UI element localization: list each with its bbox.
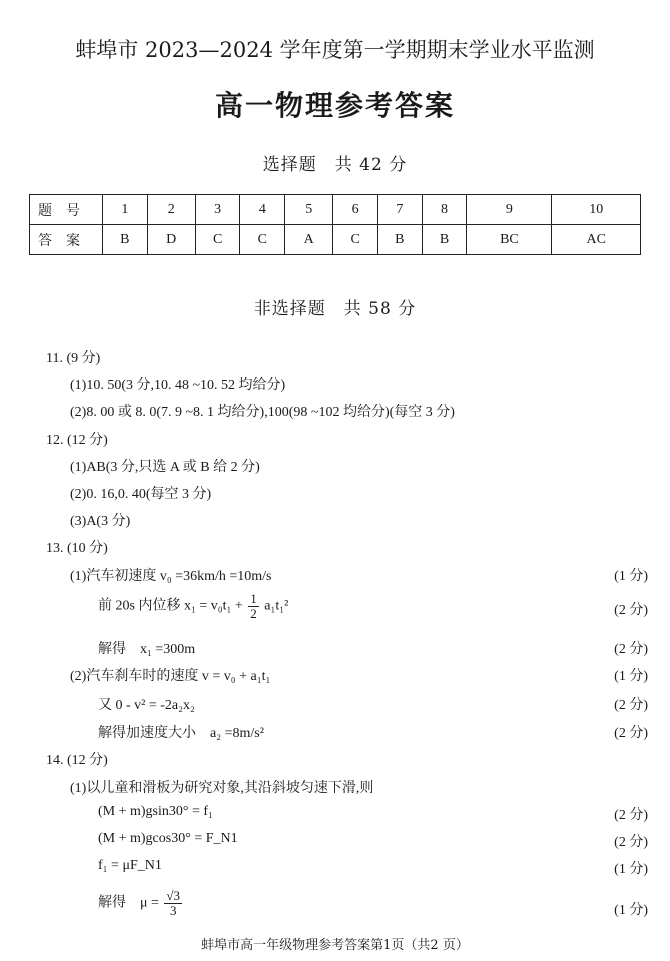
q12-part2: (2)0. 16,0. 40(每空 3 分) <box>70 487 212 502</box>
q13-line4: (2)汽车刹车时的速度 v = v₀ + a₁t₁ <box>70 669 271 684</box>
row-label-number: 题号 <box>30 195 103 225</box>
q13-line5-score: (2 分) <box>614 698 648 713</box>
answer-cell: BC <box>467 225 552 255</box>
q11-heading: 11. (9 分) <box>46 351 101 366</box>
q13-line6: 解得加速度大小 a₂ =8m/s² <box>98 726 264 741</box>
q13-line2-prefix: 前 20s 内位移 x₁ = v₀t₁ + <box>98 598 243 614</box>
question-number: 8 <box>422 195 467 225</box>
q14-line2: (M + m)gsin30° = f₁ <box>98 804 213 819</box>
answer-cell: D <box>147 225 195 255</box>
answer-cell: C <box>333 225 378 255</box>
q14-line1: (1)以儿童和滑板为研究对象,其沿斜坡匀速下滑,则 <box>70 781 374 796</box>
q14-line5 <box>98 889 184 918</box>
q14-line3-score: (2 分) <box>614 835 648 850</box>
q11-part1: (1)10. 50(3 分,10. 48 ~10. 52 均给分) <box>70 378 286 393</box>
answer-cell: B <box>422 225 467 255</box>
answer-cell: A <box>285 225 333 255</box>
q14-line2-score: (2 分) <box>614 808 648 823</box>
q14-line4-score: (1 分) <box>614 862 648 877</box>
question-number: 10 <box>552 195 641 225</box>
q13-line6-score: (2 分) <box>614 726 648 741</box>
question-number: 2 <box>147 195 195 225</box>
non-choice-section-heading: 非选择题 共 58 分 <box>253 299 417 319</box>
question-number: 5 <box>285 195 333 225</box>
half-fraction <box>248 592 259 621</box>
q12-heading: 12. (12 分) <box>46 433 108 448</box>
q13-line1: (1)汽车初速度 v₀ =36km/h =10m/s <box>70 569 272 584</box>
fraction-numerator: 1 <box>250 591 257 606</box>
answer-cell: B <box>103 225 148 255</box>
q13-line2 <box>98 592 288 621</box>
q12-part3: (3)A(3 分) <box>70 514 131 529</box>
q14-line3: (M + m)gcos30° = F_N1 <box>98 831 238 846</box>
answer-table <box>29 194 641 255</box>
fraction-numerator: √3 <box>166 888 181 903</box>
q14-line5-score: (1 分) <box>614 903 648 918</box>
q13-heading: 13. (10 分) <box>46 541 108 556</box>
page-footer: 蚌埠市高一年级物理参考答案第1页（共2 页） <box>201 938 469 953</box>
exam-title: 蚌埠市 2023—2024 学年度第一学期期末学业水平监测 <box>75 38 595 62</box>
question-number: 1 <box>103 195 148 225</box>
question-number: 4 <box>240 195 285 225</box>
fraction-denominator: 3 <box>169 903 177 918</box>
q13-line2-score: (2 分) <box>614 603 648 618</box>
question-number: 3 <box>195 195 240 225</box>
q14-line5-prefix: 解得 μ = <box>98 895 159 911</box>
question-number: 6 <box>333 195 378 225</box>
q13-line1-score: (1 分) <box>614 569 648 584</box>
answer-row <box>30 225 641 255</box>
sqrt3-over-3-fraction <box>164 889 182 918</box>
q11-part2: (2)8. 00 或 8. 0(7. 9 ~8. 1 均给分),100(98 ~102 均给分)(每空 3 分) <box>70 405 455 420</box>
answer-cell: C <box>195 225 240 255</box>
row-label-answer: 答案 <box>30 225 103 255</box>
q13-line2-suffix: a₁t₁² <box>264 598 289 614</box>
fraction-denominator: 2 <box>250 606 257 621</box>
q13-line3: 解得 x₁ =300m <box>98 642 196 657</box>
q14-line4: f₁ = μF_N1 <box>98 858 162 873</box>
q13-line4-score: (1 分) <box>614 669 648 684</box>
answer-cell: B <box>377 225 422 255</box>
answer-cell: C <box>240 225 285 255</box>
question-number: 7 <box>377 195 422 225</box>
q13-line5: 又 0 - v² = -2a₂x₂ <box>98 698 195 713</box>
q13-line3-score: (2 分) <box>614 642 648 657</box>
choice-section-heading: 选择题 共 42 分 <box>262 155 408 175</box>
q12-part1: (1)AB(3 分,只选 A 或 B 给 2 分) <box>70 460 260 475</box>
answer-cell: AC <box>552 225 641 255</box>
q14-heading: 14. (12 分) <box>46 753 108 768</box>
question-number: 9 <box>467 195 552 225</box>
document-title: 高一物理参考答案 <box>214 89 455 122</box>
number-row <box>30 195 641 225</box>
